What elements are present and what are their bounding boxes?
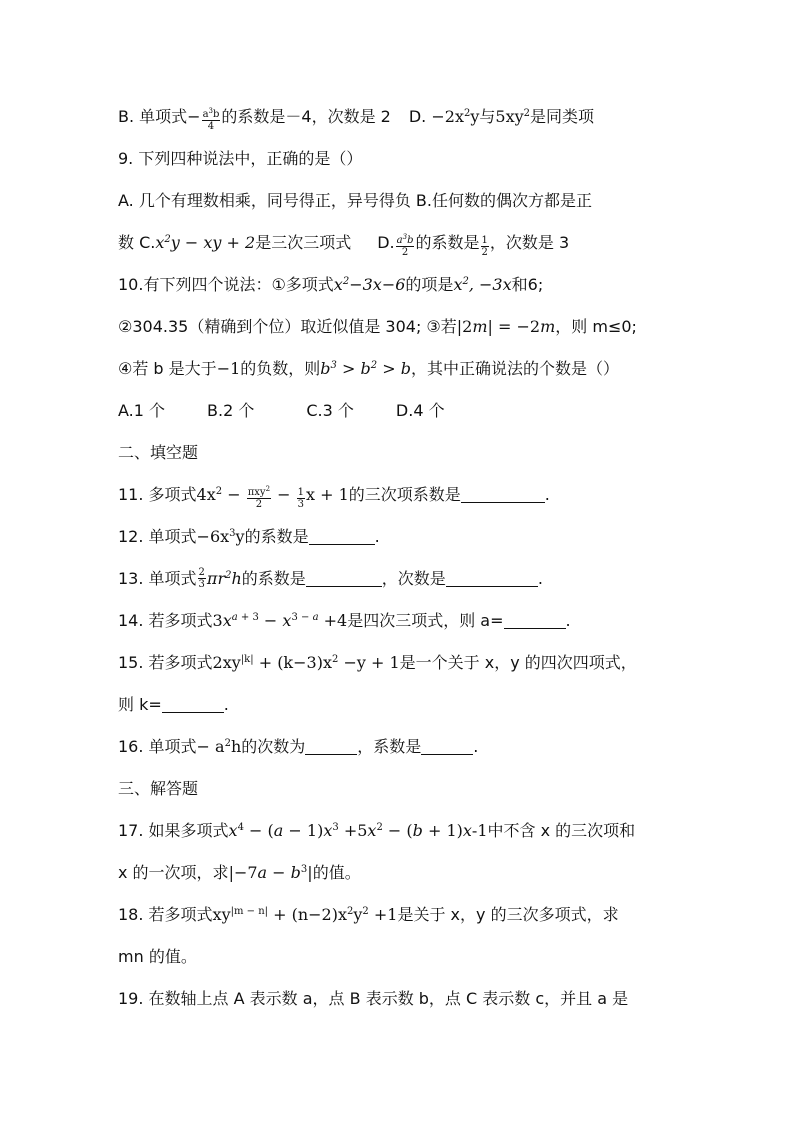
polynomial-18: $xy^{|m - n|} + (n-2)x^2y^2 +1$ xyxy=(212,905,398,924)
section-3-title: 三、解答题 xyxy=(118,779,199,798)
question-14-end: . xyxy=(565,611,571,630)
option-d: D.4 个 xyxy=(395,401,445,420)
polynomial-17: $x^4 - (a - 1)x^3 +5x^2 - (b + 1)x-1$ xyxy=(228,821,488,840)
answer-blank-13a[interactable] xyxy=(306,570,382,587)
answer-blank-16a[interactable] xyxy=(305,738,357,755)
question-10-text-7: 的负数，则 xyxy=(240,359,321,378)
question-9-options-line-2 xyxy=(118,226,698,260)
question-9-option-d-prefix: D. xyxy=(377,233,395,252)
question-18-prefix: 18. 若多项式 xyxy=(118,905,213,924)
answer-blank-13b[interactable] xyxy=(446,570,538,587)
question-16-end: . xyxy=(473,737,479,756)
question-10-text-1: 10.有下列四个说法：①多项式 xyxy=(118,275,334,294)
question-10-text-6: ④若 b 是大于 xyxy=(118,359,217,378)
question-14-mid: 是四次三项式，则 a= xyxy=(347,611,504,630)
question-15-mid: 是一个关于 x，y 的四次四项式， xyxy=(399,653,637,672)
question-19 xyxy=(118,982,698,1016)
question-17-ask: x 的一次项，求 xyxy=(118,863,229,882)
question-18-line-1 xyxy=(118,898,698,932)
question-17-line-1 xyxy=(118,814,698,848)
answer-blank-12[interactable] xyxy=(309,528,375,545)
option-b-d-line xyxy=(118,100,698,134)
question-9-option-d-mid: 的系数是 xyxy=(415,233,480,252)
polynomial-c: $x^2y$ − xy + 2 xyxy=(155,233,256,252)
question-15-line-1 xyxy=(118,646,698,680)
question-17-mid: 中不含 x 的三次项和 xyxy=(487,821,636,840)
question-11-mid: 的三次项系数是 xyxy=(348,485,461,504)
monomial-d-fraction: $\frac{a^3b}{2}$ xyxy=(396,233,414,258)
question-16-mid: 的次数为 xyxy=(241,737,306,756)
coefficient-fraction: $\frac{1}{2}$ xyxy=(481,235,488,258)
question-11-end: . xyxy=(544,485,550,504)
question-9-option-c-prefix: 数 C. xyxy=(118,233,156,252)
option-d-mid: 与 xyxy=(479,107,496,126)
monomial-12: $-6x^3y$ xyxy=(196,527,245,546)
term-d-2: $5xy^2$ xyxy=(495,107,531,126)
question-9-options-line-1 xyxy=(118,184,698,218)
question-10-line-1 xyxy=(118,268,698,302)
question-11 xyxy=(118,478,698,512)
section-3-heading xyxy=(118,772,698,806)
polynomial-14: $3x^{a + 3} - x^{3 - a} +4$ xyxy=(212,611,348,630)
question-17-line-2 xyxy=(118,856,698,890)
question-13 xyxy=(118,562,698,596)
abs-expression-17: $|-7a - b^3|$ xyxy=(228,863,313,882)
polynomial-15: $2xy^{|k|} + (k-3)x^2 -y + 1$ xyxy=(212,653,400,672)
option-d-prefix: D. xyxy=(408,107,432,126)
question-17-end: 的值。 xyxy=(312,863,361,882)
polynomial-10: $x^2-3x-6$ xyxy=(333,275,406,294)
question-10-text-2: 的项是 xyxy=(405,275,454,294)
option-b: B.2 个 xyxy=(207,401,255,420)
question-15-end: . xyxy=(223,695,229,714)
minus-one: −1 xyxy=(216,359,241,378)
option-a: A.1 个 xyxy=(118,401,166,420)
question-12-prefix: 12. 单项式 xyxy=(118,527,197,546)
monomial-b: − $\frac{a^3b}{4}$ xyxy=(187,107,220,132)
question-19-text: 19. 在数轴上点 A 表示数 a，点 B 表示数 b，点 C 表示数 c，并且 a 是 xyxy=(118,989,629,1008)
question-15-line-2 xyxy=(118,688,698,722)
question-10-options xyxy=(118,394,698,428)
inequality: $b^3 > b^2 > b$ xyxy=(320,359,411,378)
option-d-suffix: 是同类项 xyxy=(530,107,595,126)
question-9-stem xyxy=(118,142,698,176)
question-11-prefix: 11. 多项式 xyxy=(118,485,197,504)
question-13-mid: 的系数是 xyxy=(241,569,306,588)
section-2-heading xyxy=(118,436,698,470)
question-10-text-4: ②304.35（精确到个位）取近似值是 304; ③若 xyxy=(118,317,457,336)
question-16-mid-2: ，系数是 xyxy=(357,737,422,756)
answer-blank-11[interactable] xyxy=(461,486,545,503)
fraction-13: $\frac{2}{3}$ xyxy=(198,567,205,590)
option-b-prefix: B. 单项式 xyxy=(118,107,188,126)
question-13-mid-2: ，次数是 xyxy=(381,569,446,588)
abs-equation: |2m| = −2m xyxy=(456,317,556,336)
monomial-13: $\pi r^2h$ xyxy=(206,569,242,588)
question-10-text-5: ，则 m≤0; xyxy=(555,317,637,336)
monomial-16: − $a^2h$ xyxy=(196,737,242,756)
section-2-title: 二、填空题 xyxy=(118,443,199,462)
question-13-end: . xyxy=(537,569,543,588)
answer-blank-14[interactable] xyxy=(504,612,566,629)
question-18-end: mn 的值。 xyxy=(118,947,197,966)
question-10-line-2 xyxy=(118,310,698,344)
question-12-mid: 的系数是 xyxy=(244,527,309,546)
question-9-option-d-suffix: ，次数是 3 xyxy=(489,233,570,252)
question-14-prefix: 14. 若多项式 xyxy=(118,611,213,630)
question-10-text-3: 和6; xyxy=(511,275,544,294)
question-15-prefix: 15. 若多项式 xyxy=(118,653,213,672)
question-9-option-c-suffix: 是三次三项式 xyxy=(255,233,352,252)
question-12 xyxy=(118,520,698,554)
option-c: C.3 个 xyxy=(306,401,354,420)
question-10-line-3 xyxy=(118,352,698,386)
question-13-prefix: 13. 单项式 xyxy=(118,569,197,588)
question-15-k: 则 k= xyxy=(118,695,162,714)
question-14 xyxy=(118,604,698,638)
term-d-1: $-2x^2y$ xyxy=(431,107,480,126)
question-18-line-2 xyxy=(118,940,698,974)
terms-10: $x^2$, −3x xyxy=(453,275,512,294)
question-18-mid: 是关于 x，y 的三次多项式，求 xyxy=(397,905,619,924)
question-9-text: 9. 下列四种说法中，正确的是（） xyxy=(118,149,363,168)
question-16 xyxy=(118,730,698,764)
answer-blank-16b[interactable] xyxy=(421,738,473,755)
question-10-text-8: ，其中正确说法的个数是（） xyxy=(410,359,619,378)
option-b-suffix: 的系数是－4，次数是 2 xyxy=(221,107,391,126)
question-9-option-a-b: A. 几个有理数相乘，同号得正，异号得负 B.任何数的偶次方都是正 xyxy=(118,191,592,210)
question-12-end: . xyxy=(374,527,380,546)
answer-blank-15[interactable] xyxy=(162,696,224,713)
question-17-prefix: 17. 如果多项式 xyxy=(118,821,229,840)
polynomial-11: $4x^2$ − $\frac{\pi xy^2}{2}$ − $\frac{1}{3}$ x + 1 xyxy=(196,485,349,510)
question-16-prefix: 16. 单项式 xyxy=(118,737,197,756)
